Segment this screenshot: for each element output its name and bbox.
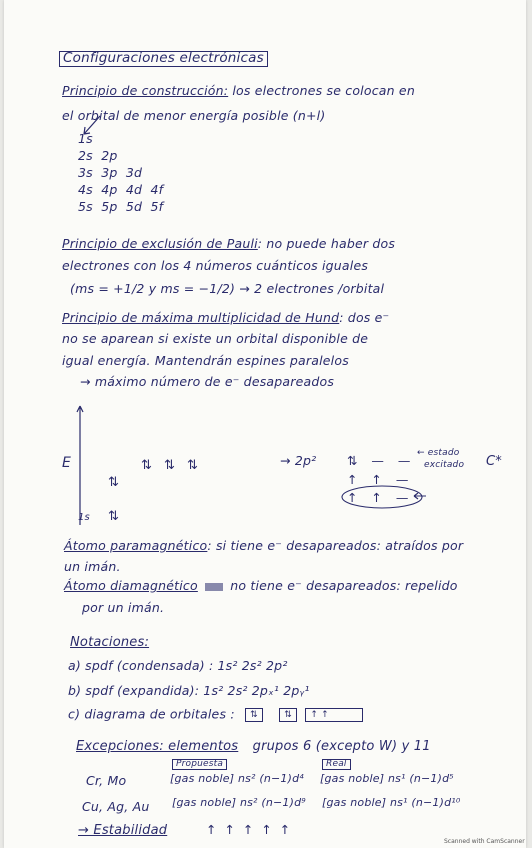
excited-row-2: ↑ ↑ — xyxy=(347,472,411,487)
dia-heading: Átomo diamagnético xyxy=(64,578,198,593)
hund-line2: no se aparean si existe un orbital disponible de xyxy=(62,331,369,346)
hund-line1: : dos e⁻ xyxy=(339,310,390,325)
orbital-1s-label: 1s xyxy=(78,512,90,523)
carbon-excited-label: C* xyxy=(486,454,502,469)
pauli-line3: (ms = +1/2 y ms = −1/2) → 2 electrones /orbital xyxy=(70,281,385,296)
notacion-c-text: c) diagrama de orbitales : xyxy=(68,706,235,722)
energy-axis-label: E xyxy=(62,455,72,471)
notebook-page xyxy=(4,0,526,848)
excepciones-rest: grupos 6 (excepto W) y 11 xyxy=(252,739,431,754)
notacion-b: b) spdf (expandida): 1s² 2s² 2pₓ¹ 2pᵧ¹ xyxy=(68,683,310,698)
dia-line2: por un imán. xyxy=(82,600,165,615)
notacion-a: a) spdf (condensada) : 1s² 2s² 2p² xyxy=(68,658,288,673)
dia-line1 xyxy=(64,580,458,593)
excited-note-2: excitado xyxy=(424,460,465,470)
config-2p2: → 2p² xyxy=(280,453,317,468)
estabilidad-label xyxy=(78,824,167,837)
col-real: Real xyxy=(322,759,351,770)
dia-text: no tiene e⁻ desapareados: repelido xyxy=(230,578,458,593)
construccion-heading-text: Principio de construcción: xyxy=(62,83,229,98)
orbital-box-1s: ⇅ xyxy=(245,708,263,722)
scanner-watermark: Scanned with CamScanner xyxy=(444,838,525,845)
pauli-line1: : no puede haber dos xyxy=(257,236,396,251)
hund-heading xyxy=(62,312,389,325)
aufbau-row-5: 5s 5p 5d 5f xyxy=(78,199,164,214)
excepciones-heading xyxy=(76,740,431,753)
excited-row-1: ⇅ — — xyxy=(347,453,413,468)
excited-circle xyxy=(340,484,430,510)
hund-heading-text: Principio de máxima multiplicidad de Hund xyxy=(62,310,340,325)
estabilidad-text: → Estabilidad xyxy=(78,823,168,838)
dia-scribble xyxy=(205,583,223,591)
estabilidad-arrows: ↑ ↑ ↑ ↑ ↑ xyxy=(206,822,293,837)
pauli-heading xyxy=(62,238,395,251)
row1-propuesta: [gas noble] ns² (n−1)d⁴ xyxy=(170,772,304,785)
para-line1 xyxy=(64,540,463,553)
para-text: : si tiene e⁻ desapareados: atraídos por xyxy=(207,538,464,553)
construccion-line2: el orbital de menor energía posible (n+l) xyxy=(62,108,326,123)
para-line2: un imán. xyxy=(64,559,121,574)
energy-axis xyxy=(74,400,86,528)
page-title: Configuraciones electrónicas xyxy=(59,51,268,67)
row2-propuesta: [gas noble] ns² (n−1)d⁹ xyxy=(172,796,306,809)
hund-line4: → máximo número de e⁻ desapareados xyxy=(80,374,335,389)
aufbau-row-1: 1s xyxy=(78,131,93,146)
aufbau-row-4: 4s 4p 4d 4f xyxy=(78,182,164,197)
orbital-box-2s: ⇅ xyxy=(279,708,297,722)
excited-row-3: ↑ ↑ — xyxy=(347,490,411,505)
orbital-2p-row: ⇅ ⇅ ⇅ xyxy=(141,458,202,473)
row2-elements: Cu, Ag, Au xyxy=(82,799,150,814)
aufbau-row-2: 2s 2p xyxy=(78,148,118,163)
row1-elements: Cr, Mo xyxy=(86,773,127,788)
aufbau-arrow xyxy=(78,112,108,140)
pauli-line2: electrones con los 4 números cuánticos iguales xyxy=(62,258,369,273)
excited-note-1: ← estado xyxy=(417,448,460,458)
row2-real: [gas noble] ns¹ (n−1)d¹⁰ xyxy=(322,796,461,809)
construccion-line1: los electrones se colocan en xyxy=(232,83,415,98)
orbital-2s-pair: ⇅ xyxy=(108,475,120,490)
hund-line3: igual energía. Mantendrán espines paralelos xyxy=(62,353,349,368)
notacion-c xyxy=(68,708,363,722)
para-heading: Átomo paramagnético xyxy=(64,538,208,553)
row1-real: [gas noble] ns¹ (n−1)d⁵ xyxy=(320,772,454,785)
pauli-heading-text: Principio de exclusión de Pauli xyxy=(62,236,258,251)
orbital-1s-pair: ⇅ xyxy=(108,509,120,524)
excepciones-heading-text: Excepciones: elementos xyxy=(76,739,239,754)
notaciones-heading: Notaciones: xyxy=(70,635,150,650)
orbital-box-2p: ↑ ↑ xyxy=(305,708,363,722)
col-propuesta: Propuesta xyxy=(172,759,227,770)
construccion-heading xyxy=(62,85,415,98)
aufbau-row-3: 3s 3p 3d xyxy=(78,165,143,180)
